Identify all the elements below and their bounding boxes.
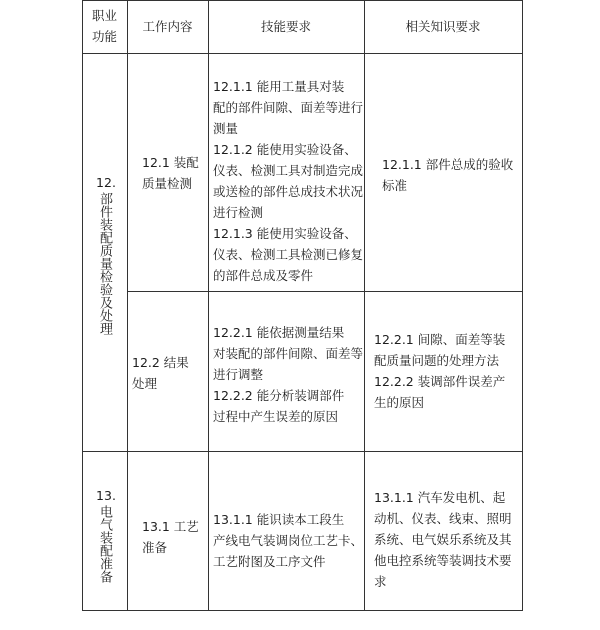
rule-row-12-1 (127, 291, 523, 292)
function-13-number: 13. (96, 488, 116, 503)
skills-13-1: 13.1.1 能识读本工段生 产线电气装调岗位工艺卡、 工艺附图及工序文件 (213, 512, 364, 569)
rule-col2 (127, 0, 128, 611)
rule-top (82, 0, 523, 1)
knowledge-12-1: 12.1.1 部件总成的验收 标准 (382, 157, 514, 193)
competency-table (82, 0, 523, 611)
skills-12-2: 12.2.1 能依据测量结果 对装配的部件间隙、面差等 进行调整 12.2.2 能分析装调部件 过程中产生误差的原因 (213, 325, 364, 424)
rule-col3 (208, 0, 209, 611)
work-content-12-2: 12.2 结果 处理 (132, 355, 189, 391)
rule-section-13 (82, 451, 523, 452)
rule-right (522, 0, 523, 611)
rule-left (82, 0, 83, 611)
rule-header-bottom (82, 53, 523, 54)
function-13-name: 电气装配准备 (97, 505, 112, 583)
function-12-name: 部件装配质量检验及处理 (97, 192, 112, 335)
header-skill-requirements: 技能要求 (260, 19, 311, 34)
knowledge-13-1: 13.1.1 汽车发电机、起 动机、仪表、线束、照明 系统、电气娱乐系统及其 他电控系统等装调技术要 求 (374, 490, 512, 589)
work-content-12-1: 12.1 装配 质量检测 (142, 155, 199, 191)
work-content-13-1: 13.1 工艺 准备 (142, 519, 199, 555)
knowledge-12-2: 12.2.1 间隙、面差等装 配质量问题的处理方法 12.2.2 装调部件误差产 生的原因 (374, 332, 506, 410)
skills-12-1: 12.1.1 能用工量具对装 配的部件间隙、面差等进行 测量 12.1.2 能使用实验设备、 仪表、检测工具对制造完成 或送检的部件总成技术状况 进行检测 12.1.3 能使用实验设备、 仪表、检测工具检测已修复 的部件总成及零件 (213, 79, 364, 283)
rule-bottom (82, 610, 523, 611)
function-12-number: 12. (96, 175, 116, 190)
header-knowledge-requirements: 相关知识要求 (405, 19, 481, 34)
header-work-content: 工作内容 (142, 19, 193, 34)
rule-col4 (364, 0, 365, 611)
header-function: 职业 功能 (91, 8, 117, 44)
